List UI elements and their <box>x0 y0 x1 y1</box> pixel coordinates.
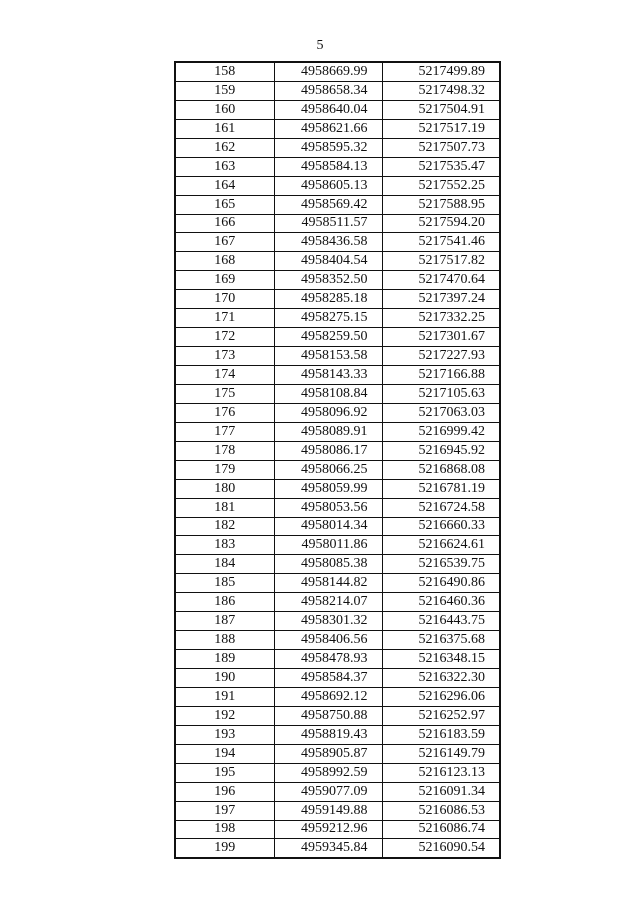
table-row <box>175 309 500 328</box>
y-coordinate-cell: 5217504.91 <box>382 100 500 119</box>
x-coordinate-cell: 4959212.96 <box>274 820 382 839</box>
table-row <box>175 157 500 176</box>
table-row <box>175 593 500 612</box>
table-row <box>175 119 500 138</box>
x-coordinate-cell: 4958511.57 <box>274 214 382 233</box>
x-coordinate-cell: 4958750.88 <box>274 706 382 725</box>
table-row <box>175 384 500 403</box>
x-coordinate-cell: 4958478.93 <box>274 650 382 669</box>
table-row <box>175 195 500 214</box>
table-row <box>175 460 500 479</box>
x-coordinate-cell: 4958669.99 <box>274 62 382 81</box>
table-row <box>175 138 500 157</box>
x-coordinate-cell: 4958014.34 <box>274 517 382 536</box>
y-coordinate-cell: 5216724.58 <box>382 498 500 517</box>
x-coordinate-cell: 4958595.32 <box>274 138 382 157</box>
x-coordinate-cell: 4958143.33 <box>274 366 382 385</box>
x-coordinate-cell: 4958301.32 <box>274 612 382 631</box>
point-number-cell: 174 <box>175 366 274 385</box>
y-coordinate-cell: 5217498.32 <box>382 81 500 100</box>
y-coordinate-cell: 5216348.15 <box>382 650 500 669</box>
point-number-cell: 182 <box>175 517 274 536</box>
point-number-cell: 162 <box>175 138 274 157</box>
y-coordinate-cell: 5217507.73 <box>382 138 500 157</box>
y-coordinate-cell: 5216296.06 <box>382 687 500 706</box>
x-coordinate-cell: 4958584.37 <box>274 669 382 688</box>
point-number-cell: 187 <box>175 612 274 631</box>
y-coordinate-cell: 5216945.92 <box>382 441 500 460</box>
point-number-cell: 198 <box>175 820 274 839</box>
point-number-cell: 176 <box>175 403 274 422</box>
y-coordinate-cell: 5217227.93 <box>382 347 500 366</box>
point-number-cell: 171 <box>175 309 274 328</box>
point-number-cell: 179 <box>175 460 274 479</box>
table-row <box>175 744 500 763</box>
y-coordinate-cell: 5216322.30 <box>382 669 500 688</box>
y-coordinate-cell: 5216086.53 <box>382 801 500 820</box>
x-coordinate-cell: 4959149.88 <box>274 801 382 820</box>
point-number-cell: 185 <box>175 574 274 593</box>
y-coordinate-cell: 5216375.68 <box>382 631 500 650</box>
y-coordinate-cell: 5216781.19 <box>382 479 500 498</box>
point-number-cell: 195 <box>175 763 274 782</box>
y-coordinate-cell: 5217541.46 <box>382 233 500 252</box>
coordinates-table-body <box>175 62 500 858</box>
x-coordinate-cell: 4958436.58 <box>274 233 382 252</box>
y-coordinate-cell: 5216086.74 <box>382 820 500 839</box>
point-number-cell: 196 <box>175 782 274 801</box>
point-number-cell: 163 <box>175 157 274 176</box>
y-coordinate-cell: 5216183.59 <box>382 725 500 744</box>
point-number-cell: 164 <box>175 176 274 195</box>
x-coordinate-cell: 4958905.87 <box>274 744 382 763</box>
table-row <box>175 347 500 366</box>
x-coordinate-cell: 4958086.17 <box>274 441 382 460</box>
point-number-cell: 178 <box>175 441 274 460</box>
point-number-cell: 168 <box>175 252 274 271</box>
y-coordinate-cell: 5217166.88 <box>382 366 500 385</box>
table-row <box>175 725 500 744</box>
x-coordinate-cell: 4958621.66 <box>274 119 382 138</box>
x-coordinate-cell: 4958066.25 <box>274 460 382 479</box>
point-number-cell: 175 <box>175 384 274 403</box>
y-coordinate-cell: 5217105.63 <box>382 384 500 403</box>
y-coordinate-cell: 5217594.20 <box>382 214 500 233</box>
y-coordinate-cell: 5217588.95 <box>382 195 500 214</box>
x-coordinate-cell: 4958406.56 <box>274 631 382 650</box>
x-coordinate-cell: 4958096.92 <box>274 403 382 422</box>
table-row <box>175 706 500 725</box>
x-coordinate-cell: 4958053.56 <box>274 498 382 517</box>
table-row <box>175 62 500 81</box>
table-row <box>175 290 500 309</box>
x-coordinate-cell: 4958819.43 <box>274 725 382 744</box>
y-coordinate-cell: 5217499.89 <box>382 62 500 81</box>
y-coordinate-cell: 5217063.03 <box>382 403 500 422</box>
y-coordinate-cell: 5216624.61 <box>382 536 500 555</box>
y-coordinate-cell: 5216443.75 <box>382 612 500 631</box>
y-coordinate-cell: 5216868.08 <box>382 460 500 479</box>
point-number-cell: 169 <box>175 271 274 290</box>
x-coordinate-cell: 4958658.34 <box>274 81 382 100</box>
table-row <box>175 574 500 593</box>
point-number-cell: 160 <box>175 100 274 119</box>
point-number-cell: 199 <box>175 839 274 858</box>
point-number-cell: 183 <box>175 536 274 555</box>
y-coordinate-cell: 5216149.79 <box>382 744 500 763</box>
table-row <box>175 252 500 271</box>
x-coordinate-cell: 4958569.42 <box>274 195 382 214</box>
y-coordinate-cell: 5217552.25 <box>382 176 500 195</box>
y-coordinate-cell: 5216460.36 <box>382 593 500 612</box>
table-row <box>175 422 500 441</box>
y-coordinate-cell: 5216091.34 <box>382 782 500 801</box>
x-coordinate-cell: 4958605.13 <box>274 176 382 195</box>
x-coordinate-cell: 4959345.84 <box>274 839 382 858</box>
table-row <box>175 328 500 347</box>
table-row <box>175 517 500 536</box>
point-number-cell: 167 <box>175 233 274 252</box>
point-number-cell: 172 <box>175 328 274 347</box>
y-coordinate-cell: 5217470.64 <box>382 271 500 290</box>
y-coordinate-cell: 5216490.86 <box>382 574 500 593</box>
point-number-cell: 190 <box>175 669 274 688</box>
x-coordinate-cell: 4958085.38 <box>274 555 382 574</box>
point-number-cell: 161 <box>175 119 274 138</box>
table-row <box>175 612 500 631</box>
point-number-cell: 181 <box>175 498 274 517</box>
point-number-cell: 193 <box>175 725 274 744</box>
y-coordinate-cell: 5216090.54 <box>382 839 500 858</box>
coordinates-table <box>174 61 501 859</box>
table-row <box>175 801 500 820</box>
x-coordinate-cell: 4958404.54 <box>274 252 382 271</box>
point-number-cell: 192 <box>175 706 274 725</box>
x-coordinate-cell: 4958285.18 <box>274 290 382 309</box>
y-coordinate-cell: 5216123.13 <box>382 763 500 782</box>
table-row <box>175 479 500 498</box>
x-coordinate-cell: 4958153.58 <box>274 347 382 366</box>
x-coordinate-cell: 4958584.13 <box>274 157 382 176</box>
x-coordinate-cell: 4958089.91 <box>274 422 382 441</box>
table-row <box>175 233 500 252</box>
x-coordinate-cell: 4959077.09 <box>274 782 382 801</box>
x-coordinate-cell: 4958275.15 <box>274 309 382 328</box>
x-coordinate-cell: 4958011.86 <box>274 536 382 555</box>
point-number-cell: 159 <box>175 81 274 100</box>
table-row <box>175 763 500 782</box>
x-coordinate-cell: 4958108.84 <box>274 384 382 403</box>
x-coordinate-cell: 4958640.04 <box>274 100 382 119</box>
point-number-cell: 180 <box>175 479 274 498</box>
table-row <box>175 271 500 290</box>
point-number-cell: 184 <box>175 555 274 574</box>
table-row <box>175 631 500 650</box>
table-row <box>175 782 500 801</box>
x-coordinate-cell: 4958259.50 <box>274 328 382 347</box>
table-row <box>175 839 500 858</box>
table-row <box>175 81 500 100</box>
point-number-cell: 188 <box>175 631 274 650</box>
point-number-cell: 197 <box>175 801 274 820</box>
y-coordinate-cell: 5217517.82 <box>382 252 500 271</box>
y-coordinate-cell: 5216252.97 <box>382 706 500 725</box>
table-row <box>175 441 500 460</box>
x-coordinate-cell: 4958144.82 <box>274 574 382 593</box>
point-number-cell: 165 <box>175 195 274 214</box>
table-row <box>175 820 500 839</box>
table-row <box>175 536 500 555</box>
y-coordinate-cell: 5217517.19 <box>382 119 500 138</box>
y-coordinate-cell: 5216660.33 <box>382 517 500 536</box>
page-number: 5 <box>316 38 324 53</box>
x-coordinate-cell: 4958059.99 <box>274 479 382 498</box>
x-coordinate-cell: 4958214.07 <box>274 593 382 612</box>
table-row <box>175 214 500 233</box>
point-number-cell: 170 <box>175 290 274 309</box>
point-number-cell: 186 <box>175 593 274 612</box>
y-coordinate-cell: 5216539.75 <box>382 555 500 574</box>
x-coordinate-cell: 4958352.50 <box>274 271 382 290</box>
y-coordinate-cell: 5217397.24 <box>382 290 500 309</box>
y-coordinate-cell: 5217301.67 <box>382 328 500 347</box>
table-row <box>175 669 500 688</box>
table-row <box>175 555 500 574</box>
point-number-cell: 166 <box>175 214 274 233</box>
point-number-cell: 194 <box>175 744 274 763</box>
y-coordinate-cell: 5217332.25 <box>382 309 500 328</box>
y-coordinate-cell: 5217535.47 <box>382 157 500 176</box>
x-coordinate-cell: 4958992.59 <box>274 763 382 782</box>
point-number-cell: 191 <box>175 687 274 706</box>
table-row <box>175 403 500 422</box>
point-number-cell: 177 <box>175 422 274 441</box>
point-number-cell: 158 <box>175 62 274 81</box>
table-row <box>175 498 500 517</box>
table-row <box>175 687 500 706</box>
x-coordinate-cell: 4958692.12 <box>274 687 382 706</box>
table-row <box>175 176 500 195</box>
point-number-cell: 173 <box>175 347 274 366</box>
point-number-cell: 189 <box>175 650 274 669</box>
table-row <box>175 366 500 385</box>
table-row <box>175 100 500 119</box>
y-coordinate-cell: 5216999.42 <box>382 422 500 441</box>
table-row <box>175 650 500 669</box>
